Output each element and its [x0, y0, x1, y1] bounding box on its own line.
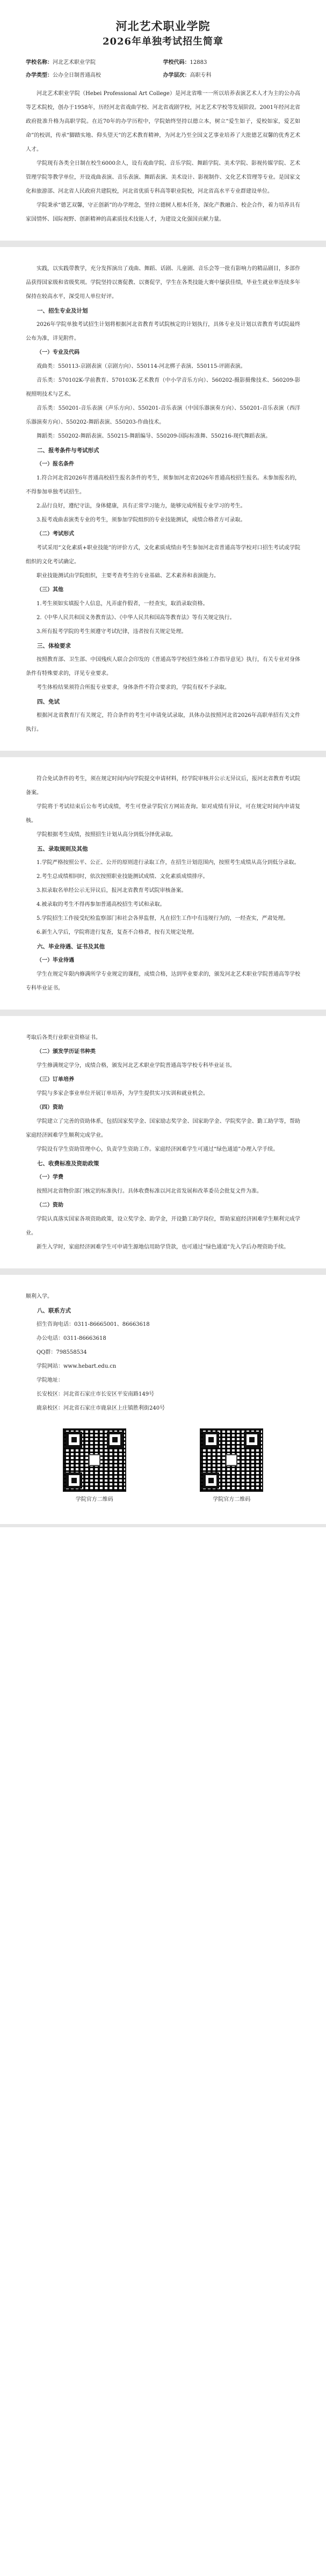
body-paragraph: 4.被录取的考生不得再参加普通高校招生考试和录取。 — [37, 902, 165, 908]
sub-heading: （二）资助 — [37, 1202, 63, 1208]
section-heading: 五、录取规则及其他 — [37, 846, 88, 852]
info-school-level — [163, 70, 301, 82]
sub-heading: （二）颁发学历证书种类 — [37, 1049, 96, 1055]
intro-paragraph: 学院现有各类全日制在校生6000余人，设有戏曲学院、音乐学院、舞蹈学院、美术学院、影视传媒学院、艺术管理学院等教学单位，开设戏曲表演、音乐表演、舞蹈表演、美术设计、影视制作、文化艺术管理等专业。是国家文化和旅游部、河北省人民政府共建院校，河北省优质专科高等职业院校，河北省高水平专业群建设单位。 — [26, 161, 300, 194]
info-label: 学校代码： — [163, 60, 190, 66]
section-heading: 七、收费标准及资助政策 — [37, 1160, 99, 1167]
sub-heading: （三）订单培养 — [37, 1077, 74, 1083]
intro-paragraph: 学院秉承“德艺双馨，守正创新”的办学理念，坚持立德树人根本任务，深化产教融合、校企合作，着力培养具有家国情怀、国际视野、创新精神的高素质技术技能人才，为建设文化强国贡献力量。 — [26, 202, 300, 222]
body-paragraph: 学生在规定年限内修满所学专业规定的课程，成绩合格，达到毕业要求的，颁发河北艺术职业学院普通高等学校专科毕业证书。 — [26, 971, 300, 991]
page-3 — [0, 754, 326, 1013]
body-paragraph: 1.学院严格按照公平、公正、公开的原则进行录取工作，在招生计划范围内，按照考生成绩从高分到低分录取。 — [37, 860, 300, 866]
page-4 — [0, 1013, 326, 1272]
sub-heading: （一）报名条件 — [37, 461, 74, 467]
page-1 — [0, 0, 326, 244]
body-paragraph: 按照河北省物价部门核定的标准执行。具体收费标准以河北省发展和改革委员会批复文件为准。 — [37, 1188, 262, 1194]
body-paragraph: 职业技能测试由学院组织，主要考查考生的专业基础、艺术素养和表演能力。 — [37, 573, 219, 579]
document-title: 2026年单独考试招生简章 — [102, 36, 224, 47]
body-paragraph: 1.考生须如实填报个人信息，凡弄虚作假者，一经查实，取消录取资格。 — [37, 601, 208, 607]
intro-paragraph: 河北艺术职业学院（Hebei Professional Art College）是河北省唯一一所以培养表演艺术人才为主的公办高等艺术院校，创办于1958年，历经河北省戏曲学校、河北省戏剧学校，河北艺术学校等发展阶段。2001年经河北省政府批准升格为高职学院。在近70年的办学历程中，学院始终坚持以德立本，树立“爱生如子，爱校如家，爱艺如命”的校训，传承“脚踏实地、仰头望天”的艺术教育精神，为河北乃至全国文艺事业培养了大批德艺双馨的优秀艺术人才。 — [26, 91, 300, 153]
section-heading: 二、报考条件与考试形式 — [37, 447, 99, 454]
sub-heading: （四）资助 — [37, 1105, 63, 1111]
major-list: 戏曲类：550113-京剧表演（京剧方向）、550114-河北梆子表演、550115-评剧表演。 — [37, 364, 246, 369]
body-paragraph: 2.《中华人民共和国义务教育法》、《中华人民共和国高等教育法》等有关规定执行。 — [37, 615, 235, 621]
body-paragraph: 学院建立了完善的资助体系，包括国家奖学金、国家励志奖学金、国家助学金、学院奖学金、勤工助学等，帮助家庭经济困难学生顺利完成学业。 — [26, 1119, 300, 1138]
info-value: 12883 — [190, 60, 207, 66]
school-name-title: 河北艺术职业学院 — [115, 19, 211, 33]
info-value: 高职专科 — [190, 72, 212, 78]
body-paragraph: 实践，以实践带教学，充分发挥演出了戏曲、舞蹈、话剧、儿童剧、音乐会等一批有影响力的精品剧目，多部作品获得国家级和省级奖项。学院坚持以赛促教、以赛促学，学生在各类技能大赛中屡获佳绩，毕业生就业率连续多年保持在较高水平，深受用人单位好评。 — [26, 266, 300, 300]
info-row-1 — [26, 57, 300, 69]
body-paragraph: 考生体检结果须符合所报专业要求，身体条件不符合要求的，学院有权不予录取。 — [37, 685, 230, 691]
major-list: 音乐类：570102K-学前教育、570103K-艺术教育（中小学音乐方向）、560202-摄影摄像技术、560209-影视照明技术与艺术。 — [26, 378, 300, 397]
section-heading: 四、免试 — [37, 699, 60, 705]
section-heading: 三、体检要求 — [37, 643, 71, 649]
page-5 — [0, 1272, 326, 1527]
contact-address-label: 学院地址： — [37, 1377, 63, 1383]
qr-code-icon[interactable] — [63, 1428, 126, 1492]
qr-code-icon[interactable] — [200, 1428, 263, 1492]
qr-code-row — [26, 1428, 300, 1506]
info-row-2 — [26, 70, 300, 82]
contact-address-1: 长安校区：河北省石家庄市长安区平安南路149号 — [37, 1391, 155, 1397]
body-paragraph: 3.拟录取名单经公示无异议后，报河北省教育考试院审核备案。 — [37, 888, 187, 894]
sub-heading: （一）毕业待遇 — [37, 957, 74, 963]
body-paragraph: 5.学院招生工作接受纪检监察部门和社会各界监督，凡在招生工作中有违规行为的，一经查实，严肃处理。 — [37, 916, 289, 921]
qr-caption: 学院官方二维码 — [213, 1497, 251, 1503]
body-paragraph: 3.所有报考学院的考生须遵守考试纪律，违者按有关规定处理。 — [37, 629, 187, 635]
info-label: 办学类型： — [26, 72, 53, 78]
page-2 — [0, 244, 326, 754]
body-paragraph: 1.符合河北省2026年普通高校招生报名条件的考生，须参加河北省2026年普通高校招生报名。未参加报名的，不得参加单独考试招生。 — [26, 475, 300, 495]
section-heading: 八、联系方式 — [37, 1308, 71, 1314]
contact-address-2: 鹿泉校区：河北省石家庄市鹿泉区上庄镇胜利街240号 — [37, 1405, 165, 1411]
info-value: 公办全日制普通高校 — [53, 72, 101, 78]
info-school-name — [26, 57, 163, 69]
sub-heading: （一）专业及代码 — [37, 350, 79, 355]
body-paragraph: 学院与多家企事业单位开展订单培养，为学生提供实习实训和就业机会。 — [37, 1091, 208, 1097]
info-label: 办学层次： — [163, 72, 190, 78]
section-heading: 一、招生专业及计划 — [37, 308, 88, 314]
info-school-type — [26, 70, 163, 82]
qr-code-block — [63, 1428, 126, 1506]
body-paragraph: 2.考生总成绩相同时，依次按照职业技能测试成绩、文化素质成绩排序。 — [37, 874, 208, 880]
major-list: 音乐类：550201-音乐表演（声乐方向）、550201-音乐表演（中国乐器演奏方向）、550201-音乐表演（西洋乐器演奏方向）、550202-舞蹈表演、550203-作曲技术。 — [26, 405, 300, 425]
qr-code-block — [200, 1428, 263, 1506]
qr-caption: 学院官方二维码 — [75, 1497, 113, 1503]
body-paragraph: 学院将于考试结束后公布考试成绩，考生可登录学院官方网站查询。如对成绩有异议，可在规定时间内申请复核。 — [26, 804, 300, 824]
major-list: 舞蹈类：550202-舞蹈表演、550215-舞蹈编导、550209-国际标准舞、550216-现代舞蹈表演。 — [37, 433, 271, 439]
body-paragraph: 考试采用“文化素质+职业技能”的评价方式，文化素质成绩由考生参加河北省普通高等学校对口招生考试或学院组织的文化考试确定。 — [26, 545, 300, 565]
body-paragraph: 根据河北省教育厅有关规定，符合条件的考生可申请免试录取，具体办法按照河北省2026年高职单招有关文件执行。 — [26, 713, 300, 732]
contact-office-phone: 办公电话：0311-86663618 — [37, 1336, 106, 1341]
body-paragraph: 学生修满规定学分，成绩合格，颁发河北艺术职业学院普通高等学校专科毕业证书。 — [37, 1063, 235, 1069]
contact-phone: 招生咨询电话：0311-86665001、86663618 — [37, 1322, 150, 1327]
info-label: 学校名称： — [26, 60, 53, 66]
body-paragraph: 2.品行良好，遵纪守法，身体健康，具有正常学习能力，能够完成所报专业学习的考生。 — [37, 503, 246, 509]
body-paragraph: 学院认真落实国家各项资助政策，设立奖学金、助学金，开设勤工助学岗位，帮助家庭经济困难学生顺利完成学业。 — [26, 1216, 300, 1236]
sub-heading: （二）考试形式 — [37, 531, 74, 537]
body-paragraph: 按照教育部、卫生部、中国残疾人联合会印发的《普通高等学校招生体检工作指导意见》执行，有关专业对身体条件有特殊要求的，详见专业要求。 — [26, 657, 300, 677]
title-block — [26, 18, 300, 49]
body-paragraph: 考取后各类行业职业资格证书。 — [26, 1035, 101, 1041]
info-school-code — [163, 57, 301, 69]
sub-heading: （一）学费 — [37, 1174, 63, 1180]
sub-heading: （三）其他 — [37, 587, 63, 593]
body-paragraph: 新生入学时，家庭经济困难学生可申请生源地信用助学贷款，也可通过“绿色通道”先入学后办理资助手续。 — [37, 1244, 289, 1250]
contact-website[interactable]: 学院网站：www.hebart.edu.cn — [37, 1363, 117, 1369]
body-paragraph: 6.新生入学后，学院将进行复查，复查不合格者，按有关规定处理。 — [37, 930, 198, 935]
info-value: 河北艺术职业学院 — [53, 60, 96, 66]
section-heading: 六、毕业待遇、证书及其他 — [37, 944, 105, 950]
body-paragraph: 顺利入学。 — [26, 1294, 53, 1300]
body-paragraph: 学院根据考生成绩，按照招生计划从高分到低分择优录取。 — [37, 832, 176, 838]
body-paragraph: 符合免试条件的考生，须在规定时间内向学院提交申请材料，经学院审核并公示无异议后，报河北省教育考试院备案。 — [26, 776, 300, 796]
body-paragraph: 2026年学院单独考试招生计划将根据河北省教育考试院核定的计划执行，具体专业及计划以省教育考试院最终公布为准，详见附件。 — [26, 322, 300, 342]
body-paragraph: 3.报考戏曲表演类专业的考生，须参加学院组织的专业技能测试，成绩合格者方可录取。 — [37, 517, 246, 523]
contact-qq: QQ群：798558534 — [37, 1349, 87, 1355]
body-paragraph: 学院设有学生资助管理中心，负责学生资助工作。家庭经济困难学生可通过“绿色通道”办理入学手续。 — [37, 1146, 279, 1152]
